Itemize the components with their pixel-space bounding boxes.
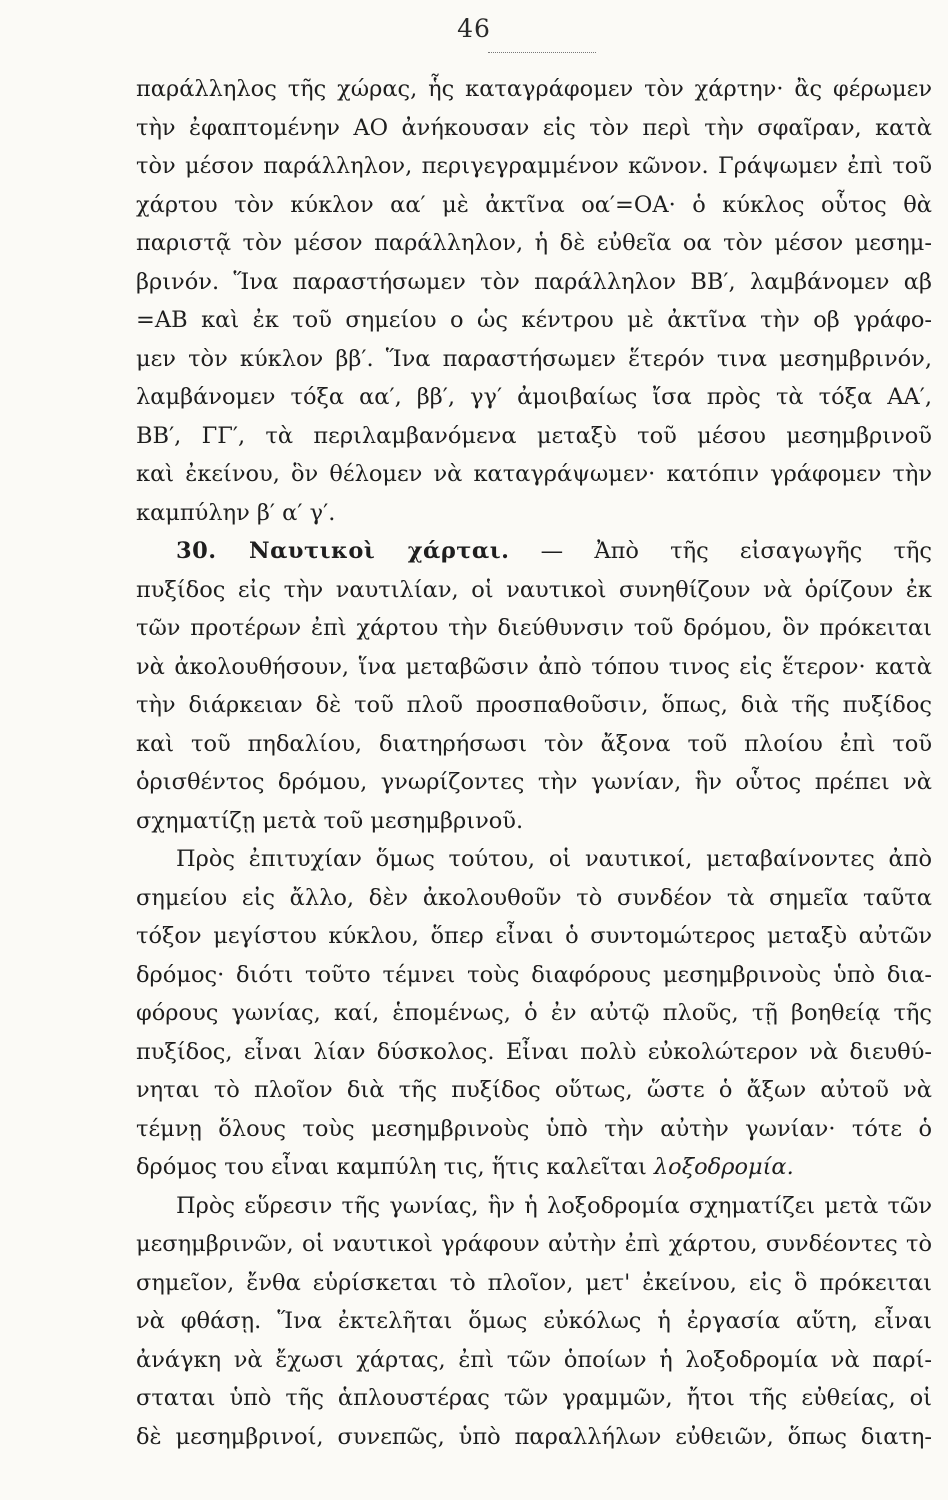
text-line: παράλληλος τῆς χώρας, ἧς καταγράφομεν τὸν χάρτην· ἂς φέρωμεν xyxy=(136,76,932,102)
text-line: ὁρισθέντος δρόμου, γνωρίζοντες τὴν γωνίαν, ἣν οὗτος πρέπει νὰ xyxy=(136,769,932,795)
text-line: καὶ τοῦ πηδαλίου, διατηρήσωσι τὸν ἄξονα τοῦ πλοίου ἐπὶ τοῦ xyxy=(136,730,932,757)
text-line: καὶ ἐκείνου, ὃν θέλομεν νὰ καταγράψωμεν· κατόπιν γράφομεν τὴν xyxy=(136,461,932,487)
text-line: χάρτου τὸν κύκλον αα′ μὲ ἀκτῖνα οα′=ΟΑ· ὁ κύκλος οὗτος θὰ xyxy=(136,191,932,218)
text-line: μεν τὸν κύκλον ββ′. Ἵνα παραστήσωμεν ἕτερόν τινα μεσημβρινόν, xyxy=(136,345,932,372)
text-line xyxy=(136,1148,932,1187)
text-line: φόρους γωνίας, καί, ἑπομένως, ὁ ἐν αὐτῷ πλοῦς, τῇ βοηθείᾳ τῆς xyxy=(136,1000,932,1026)
text-line: παριστᾷ τὸν μέσον παράλληλον, ἡ δὲ εὐθεῖα οα τὸν μέσον μεσημ- xyxy=(136,230,932,256)
text-line: τὴν διάρκειαν δὲ τοῦ πλοῦ προσπαθοῦσιν, ὅπως, διὰ τῆς πυξίδος xyxy=(136,692,932,718)
text-line: τῶν προτέρων ἐπὶ χάρτου τὴν διεύθυνσιν τοῦ δρόμου, ὃν πρόκειται xyxy=(136,615,932,641)
text-line: πυξίδος, εἶναι λίαν δύσκολος. Εἶναι πολὺ εὐκολώτερον νὰ διευθύ- xyxy=(136,1038,932,1065)
emphasized-term: λοξοδρομία. xyxy=(653,1154,794,1180)
text-line: μεσημβρινῶν, οἱ ναυτικοὶ γράφουν αὐτὴν ἐπὶ χάρτου, συνδέοντες τὸ xyxy=(136,1231,932,1257)
text-line: πυξίδος εἰς τὴν ναυτιλίαν, οἱ ναυτικοὶ συνηθίζουν νὰ ὁρίζουν ἐκ xyxy=(136,576,932,603)
section-heading-text: — Ἀπὸ τῆς εἰσαγωγῆς τῆς xyxy=(540,538,932,564)
text-line: τόξον μεγίστου κύκλου, ὅπερ εἶναι ὁ συντομώτερος μεταξὺ αὐτῶν xyxy=(136,923,932,949)
text-line: Πρὸς ἐπιτυχίαν ὅμως τούτου, οἱ ναυτικοί, μεταβαίνοντες ἀπὸ xyxy=(176,846,932,872)
page-number-rule xyxy=(488,52,596,53)
text-line: νὰ ἀκολουθήσουν, ἵνα μεταβῶσιν ἀπὸ τόπου τινος εἰς ἕτερον· κατὰ xyxy=(136,653,932,680)
text-line: βρινόν. Ἵνα παραστήσωμεν τὸν παράλληλον ΒΒ′, λαμβάνομεν αβ xyxy=(136,268,932,295)
text-body xyxy=(136,70,932,1456)
text-line: τέμνῃ ὅλους τοὺς μεσημβρινοὺς ὑπὸ τὴν αὐτὴν γωνίαν· τότε ὁ xyxy=(136,1115,932,1142)
text-line: σημεῖον, ἔνθα εὑρίσκεται τὸ πλοῖον, μετ' ἐκείνου, εἰς ὃ πρόκειται xyxy=(136,1269,932,1296)
text-line: νηται τὸ πλοῖον διὰ τῆς πυξίδος οὕτως, ὥστε ὁ ἄξων αὐτοῦ νὰ xyxy=(136,1077,932,1103)
page-number: 46 xyxy=(457,14,491,43)
text-line: σχηματίζῃ μετὰ τοῦ μεσημβρινοῦ. xyxy=(136,807,524,834)
text-line: Πρὸς εὕρεσιν τῆς γωνίας, ἣν ἡ λοξοδρομία σχηματίζει μετὰ τῶν xyxy=(176,1192,932,1219)
text-line: σημείου εἰς ἄλλο, δὲν ἀκολουθοῦν τὸ συνδέον τὰ σημεῖα ταῦτα xyxy=(136,884,932,911)
text-line: τὴν ἐφαπτομένην ΑΟ ἀνήκουσαν εἰς τὸν περὶ τὴν σφαῖραν, κατὰ xyxy=(136,114,932,141)
text-line: σταται ὑπὸ τῆς ἁπλουστέρας τῶν γραμμῶν, ἤτοι τῆς εὐθείας, οἱ xyxy=(136,1385,932,1411)
text-line: τὸν μέσον παράλληλον, περιγεγραμμένον κῶνον. Γράψωμεν ἐπὶ τοῦ xyxy=(136,153,932,179)
text-line: ΒΒ′, ΓΓ′, τὰ περιλαμβανόμενα μεταξὺ τοῦ μέσου μεσημβρινοῦ xyxy=(136,422,932,449)
section-heading-line xyxy=(136,532,932,571)
text-line: λαμβάνομεν τόξα αα′, ββ′, γγ′ ἀμοιβαίως ἴσα πρὸς τὰ τόξα ΑΑ′, xyxy=(136,384,932,410)
text-line: =ΑΒ καὶ ἐκ τοῦ σημείου ο ὡς κέντρου μὲ ἀκτῖνα τὴν οβ γράφο- xyxy=(136,307,932,333)
text-line: δὲ μεσημβρινοί, συνεπῶς, ὑπὸ παραλλήλων εὐθειῶν, ὅπως διατη- xyxy=(136,1423,932,1450)
section-heading: 30. Ναυτικοὶ χάρται. xyxy=(176,538,510,564)
text-line: δρόμος· διότι τοῦτο τέμνει τοὺς διαφόρους μεσημβρινοὺς ὑπὸ δια- xyxy=(136,961,932,988)
text-line: ἀνάγκη νὰ ἔχωσι χάρτας, ἐπὶ τῶν ὁποίων ἡ λοξοδρομία νὰ παρί- xyxy=(136,1346,932,1373)
text-line: νὰ φθάσῃ. Ἵνα ἐκτελῆται ὅμως εὐκόλως ἡ ἐργασία αὕτη, εἶναι xyxy=(136,1308,932,1334)
text-line: καμπύλην β′ α′ γ′. xyxy=(136,499,336,526)
text-line-start: δρόμος του εἶναι καμπύλη τις, ἥτις καλεῖται xyxy=(136,1154,654,1180)
